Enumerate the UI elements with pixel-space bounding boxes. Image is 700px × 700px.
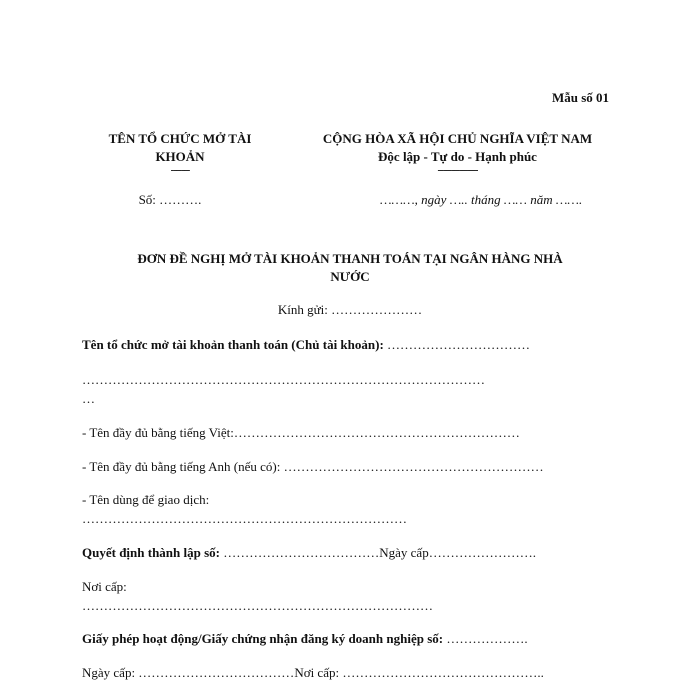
document-number: Số: ……….	[138, 192, 202, 207]
org-name-dots: ……………………………	[387, 337, 531, 352]
license-dots: ……………….	[446, 631, 528, 646]
license-date: Ngày cấp: ………………………………	[82, 665, 295, 680]
decision-label: Quyết định thành lập số:	[82, 545, 220, 560]
form-title-line1: ĐƠN ĐỀ NGHỊ MỞ TÀI KHOẢN THANH TOÁN TẠI NGÂN HÀNG NHÀ	[137, 251, 563, 266]
decision-date-label: Ngày cấp	[379, 545, 429, 560]
nation-title: CỘNG HÒA XÃ HỘI CHỦ NGHĨA VIỆT NAM	[322, 131, 593, 146]
place-date-line: ………, ngày ….. tháng …… năm …….	[380, 192, 583, 207]
org-name-row	[82, 337, 530, 353]
issued-place-dots: ………………………………………………………………………	[82, 598, 433, 613]
form-title-line2: NƯỚC	[330, 269, 370, 284]
issued-place-label: Nơi cấp:	[82, 579, 127, 594]
full-name-english: - Tên đầy đủ bằng tiếng Anh (nếu có): ……………………………………………………	[82, 459, 544, 474]
nation-divider: ---------------	[437, 164, 478, 176]
nation-motto: Độc lập - Tự do - Hạnh phúc	[378, 149, 537, 164]
org-header-divider: -------	[170, 164, 190, 176]
license-place: Nơi cấp: ………………………………………..	[294, 665, 544, 680]
greeting: Kính gửi: …………………	[277, 302, 423, 317]
decision-row	[82, 545, 536, 561]
trade-name-label: - Tên dùng để giao dịch:	[82, 492, 210, 507]
org-name-continuation: …………………………………………………………………………………	[82, 372, 485, 387]
license-row	[82, 631, 528, 647]
org-header-line2: KHOẢN	[155, 149, 205, 164]
org-name-label: Tên tổ chức mở tài khoản thanh toán (Chủ tài khoản):	[82, 337, 384, 352]
form-number: Mẫu số 01	[552, 90, 610, 105]
license-label: Giấy phép hoạt động/Giấy chứng nhận đăng ký doanh nghiệp số:	[82, 631, 444, 646]
decision-date-dots: …………………….	[428, 545, 536, 560]
org-header-line1: TÊN TỔ CHỨC MỞ TÀI	[108, 131, 252, 146]
org-name-continuation-2: …	[82, 391, 95, 406]
trade-name-dots: …………………………………………………………………	[82, 511, 407, 526]
full-name-vietnamese: - Tên đầy đủ bằng tiếng Việt:…………………………………………………………	[82, 425, 520, 440]
license-date-place-row	[82, 665, 544, 681]
decision-dots: ………………………………	[223, 545, 380, 560]
